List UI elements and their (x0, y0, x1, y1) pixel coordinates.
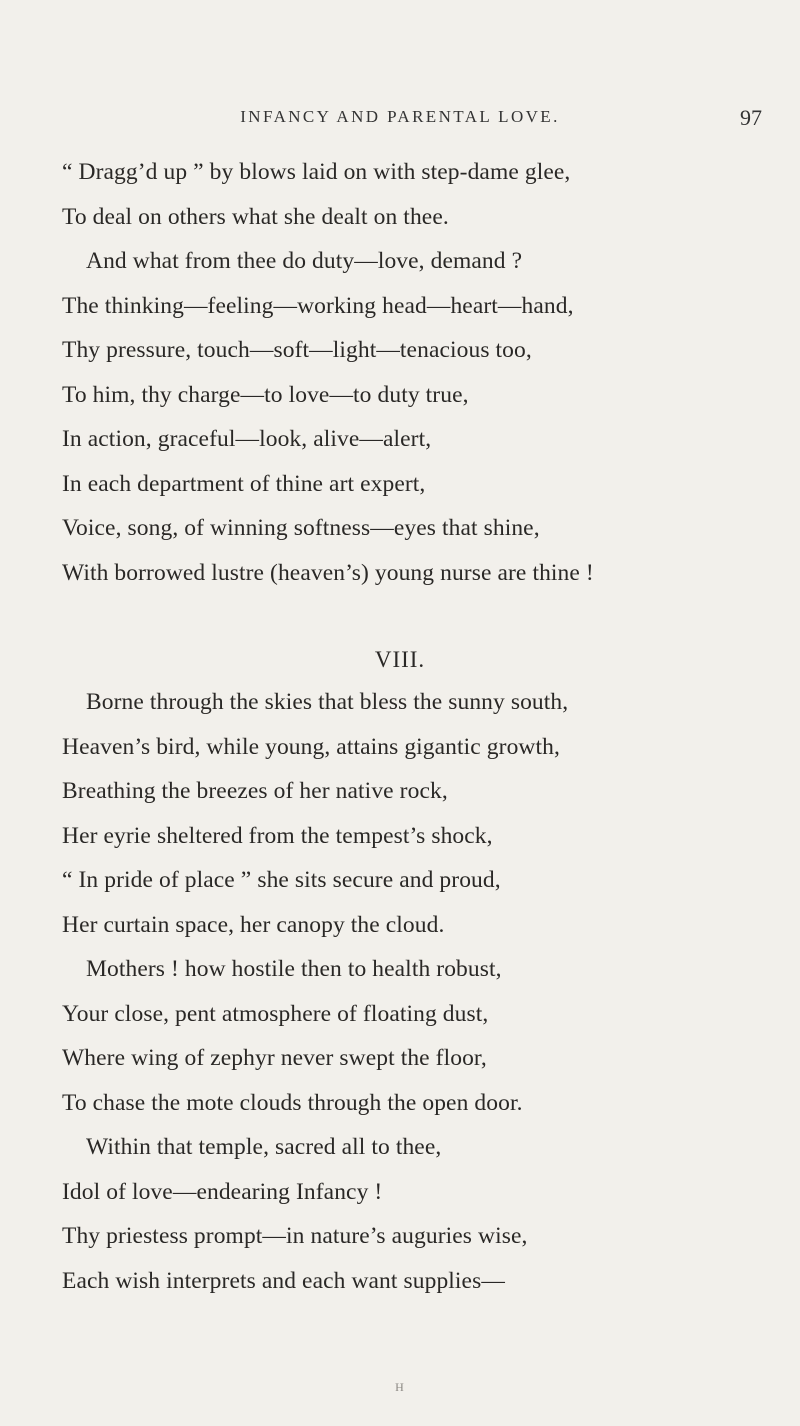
verse-line: Her curtain space, her canopy the cloud. (62, 911, 445, 938)
verse-line: Voice, song, of winning softness—eyes that shine, (62, 515, 540, 541)
verse-line: In each department of thine art expert, (62, 470, 426, 497)
verse-line: Where wing of zephyr never swept the floor, (62, 1045, 487, 1071)
verse-line: Idol of love—endearing Infancy ! (62, 1178, 383, 1205)
verse-line: Each wish interprets and each want supplies— (62, 1267, 505, 1294)
verse-line: Your close, pent atmosphere of floating dust, (62, 1000, 489, 1027)
verse-line: Her eyrie sheltered from the tempest’s shock, (62, 822, 493, 849)
verse-line: In action, graceful—look, alive—alert, (62, 426, 432, 452)
stanza-1 (62, 150, 782, 595)
verse-line: Heaven’s bird, while young, attains gigantic growth, (62, 733, 560, 760)
verse-line: To deal on others what she dealt on thee. (62, 203, 449, 230)
verse-line: And what from thee do duty—love, demand ? (86, 248, 523, 274)
signature-mark: H (395, 1380, 405, 1394)
page-header (0, 105, 800, 135)
section-number: VIII. (374, 647, 426, 672)
verse-line: Thy pressure, touch—soft—light—tenacious too, (62, 337, 532, 363)
verse-line: To him, thy charge—to love—to duty true, (62, 381, 469, 408)
verse-line: With borrowed lustre (heaven’s) young nurse are thine ! (62, 559, 594, 586)
verse-line: Mothers ! how hostile then to health robust, (86, 956, 502, 982)
page-number: 97 (740, 105, 762, 130)
stanza-2 (62, 680, 782, 1303)
running-head: INFANCY AND PARENTAL LOVE. (240, 107, 560, 126)
verse-line: Thy priestess prompt—in nature’s auguries wise, (62, 1223, 528, 1249)
verse-line: The thinking—feeling—working head—heart—hand, (62, 292, 574, 319)
verse-line: Breathing the breezes of her native rock, (62, 778, 448, 804)
verse-line: To chase the mote clouds through the open door. (62, 1089, 523, 1116)
verse-line: Within that temple, sacred all to thee, (86, 1134, 442, 1160)
verse-line: “ Dragg’d up ” by blows laid on with step-dame glee, (62, 159, 571, 185)
verse-line: Borne through the skies that bless the sunny south, (86, 689, 569, 715)
verse-line: “ In pride of place ” she sits secure and proud, (62, 867, 501, 893)
